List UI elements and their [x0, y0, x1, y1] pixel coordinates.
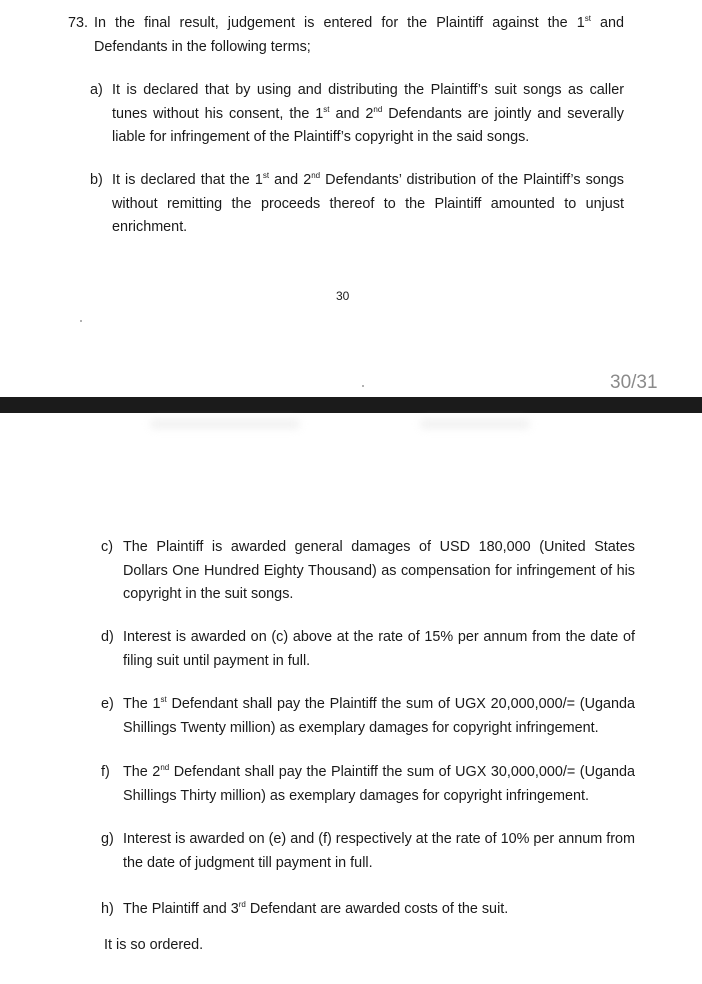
- bleed-through-mark: [150, 419, 300, 429]
- item-letter: c): [101, 539, 113, 555]
- order-item-e: e) The 1st Defendant shall pay the Plaintiff the sum of UGX 20,000,000/= (Uganda Shillings Twenty million) as exemplary damages for copyright infringement.: [101, 695, 635, 736]
- document-page-30: [0, 0, 702, 397]
- page-divider: [0, 397, 702, 413]
- order-item-f: f) The 2nd Defendant shall pay the Plaintiff the sum of UGX 30,000,000/= (Uganda Shillings Thirty million) as exemplary damages for copyright infringement.: [101, 763, 635, 804]
- paragraph-number: 73.: [68, 15, 89, 31]
- scan-speck: [80, 320, 82, 322]
- item-letter: e): [101, 696, 114, 712]
- order-item-a: a) It is declared that by using and distributing the Plaintiff’s suit songs as caller tunes without his consent, the 1st and 2nd Defendants are jointly and severally liable for infringement of the Plaintiff’s copyright in the said songs.: [112, 79, 624, 150]
- item-letter: g): [101, 831, 114, 847]
- paragraph-73: 73. In the final result, judgement is entered for the Plaintiff against the 1st and Defendants in the following terms;: [68, 14, 624, 55]
- page-number: 30: [336, 289, 350, 303]
- page-counter: 30/31: [610, 372, 658, 393]
- scan-speck: [362, 385, 364, 387]
- order-item-b: b) It is declared that the 1st and 2nd Defendants’ distribution of the Plaintiff’s songs without remitting the proceeds thereof to the Plaintiff amounted to unjust enrichment.: [90, 171, 625, 235]
- bleed-through-mark: [420, 419, 530, 429]
- item-letter: d): [101, 629, 114, 645]
- item-letter: f): [101, 764, 110, 780]
- order-item-d: d) Interest is awarded on (c) above at the rate of 15% per annum from the date of filing suit until payment in full.: [123, 626, 635, 673]
- order-item-g: g) Interest is awarded on (e) and (f) respectively at the rate of 10% per annum from the date of judgment till payment in full.: [123, 828, 635, 875]
- order-item-c: c) The Plaintiff is awarded general damages of USD 180,000 (United States Dollars One Hundred Eighty Thousand) as compensation for infringement of his copyright in the suit songs.: [123, 536, 635, 607]
- order-item-h: h) The Plaintiff and 3rd Defendant are awarded costs of the suit.: [123, 898, 635, 922]
- document-page-31: [0, 413, 702, 984]
- item-letter: h): [101, 901, 114, 917]
- closing-statement: It is so ordered.: [104, 937, 204, 953]
- item-letter: b): [90, 172, 103, 188]
- item-letter: a): [90, 82, 103, 98]
